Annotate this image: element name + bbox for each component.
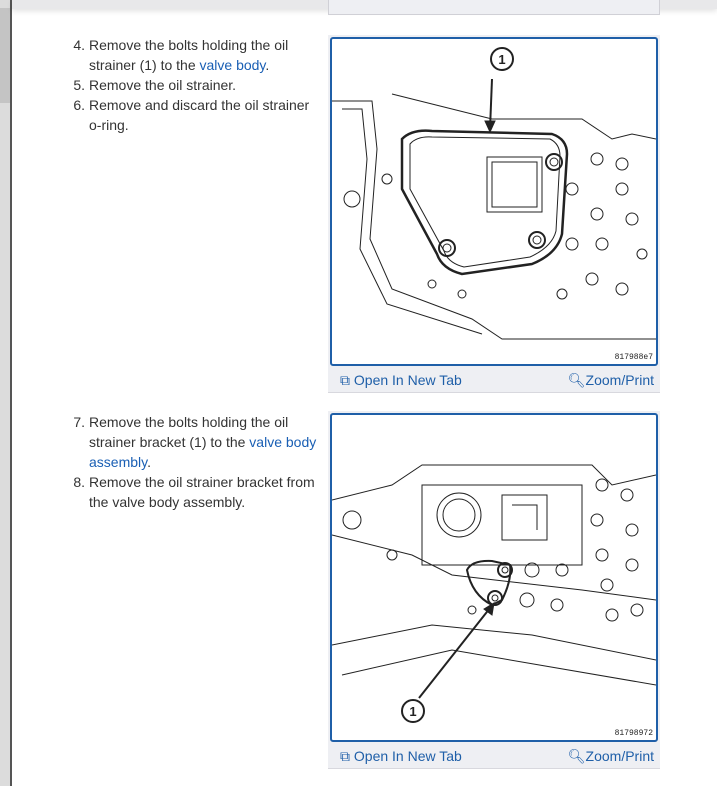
- scrollbar-thumb[interactable]: [0, 8, 10, 103]
- figure-code: 817988e7: [614, 353, 653, 362]
- figure-image[interactable]: [330, 413, 658, 742]
- previous-figure-footer: [328, 0, 660, 15]
- figure-code: 81798972: [614, 729, 653, 738]
- steps-list-2: [66, 412, 321, 512]
- zoom-in-icon: 🔍︎: [567, 747, 586, 764]
- step-6: 6. Remove and discard the oil strainer o-ring.: [73, 97, 310, 133]
- new-tab-icon: ⧉: [340, 747, 350, 764]
- figure-oil-strainer: [328, 35, 660, 393]
- valve-body-link[interactable]: valve body: [199, 57, 266, 73]
- new-tab-icon: ⧉: [340, 371, 350, 388]
- open-in-new-tab-button[interactable]: ⧉ Open In New Tab: [340, 371, 462, 388]
- svg-text:1: 1: [409, 704, 417, 719]
- step-7: 7. Remove the bolts holding the oil strainer bracket (1) to the valve body assembly.: [73, 414, 317, 470]
- step-5: 5. Remove the oil strainer.: [73, 77, 237, 93]
- steps-list-1: [66, 35, 321, 135]
- zoom-in-icon: 🔍︎: [567, 371, 586, 388]
- scrollbar[interactable]: [0, 0, 12, 786]
- figure-strainer-bracket: [328, 411, 660, 769]
- step-4: 4. Remove the bolts holding the oil strainer (1) to the valve body.: [73, 37, 289, 73]
- figure-footer: [328, 744, 660, 768]
- svg-text:1: 1: [498, 52, 506, 67]
- open-in-new-tab-button[interactable]: ⧉ Open In New Tab: [340, 747, 462, 764]
- figure-footer: [328, 368, 660, 392]
- valve-body-assembly-link[interactable]: valve body assembly: [89, 434, 317, 470]
- step-8: 8. Remove the oil strainer bracket from the valve body assembly.: [73, 474, 315, 510]
- figure-image[interactable]: [330, 37, 658, 366]
- zoom-print-button[interactable]: 🔍︎Zoom/Print: [567, 747, 654, 764]
- zoom-print-button[interactable]: 🔍︎Zoom/Print: [567, 371, 654, 388]
